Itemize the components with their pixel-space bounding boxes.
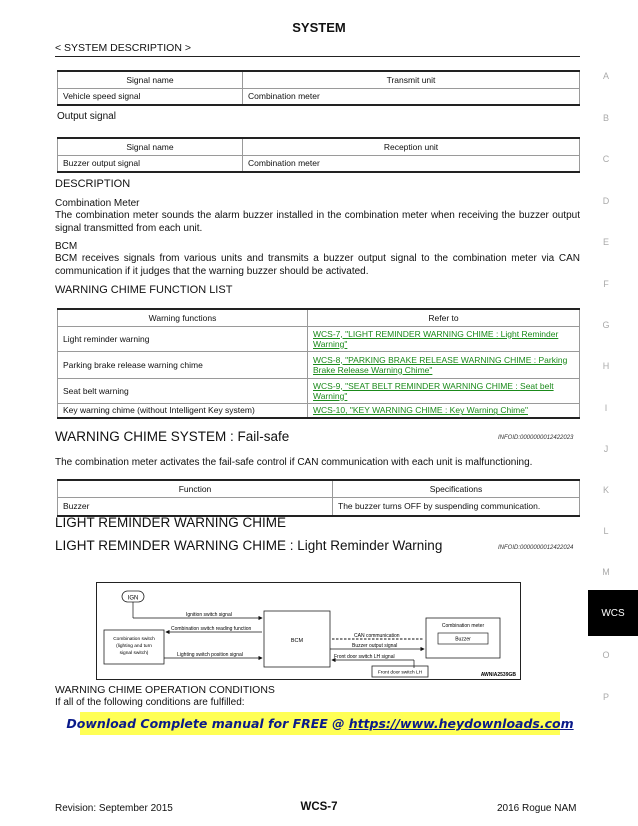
side-index-d[interactable]: D [602,196,610,206]
table-row [58,88,580,105]
input-signal-table [57,70,580,106]
combination-meter-node-label: Combination meter [441,623,485,629]
light-reminder-info-id: INFOID:0000000012422024 [498,545,574,551]
footer-page-number: WCS-7 [300,801,338,813]
side-index-b[interactable]: B [602,113,609,123]
table-cell: Light reminder warning [58,326,308,351]
side-index-a[interactable]: A [602,71,609,81]
function-list-table [57,308,580,419]
combo-switch-line-2: (lighting and turn [116,644,152,649]
output-signal-table [57,137,580,173]
table-cell: Key warning chime (without Intelligent Key system) [58,403,308,418]
header-rule [55,56,580,57]
table-header: Warning functions [58,309,308,326]
side-index-k[interactable]: K [602,485,609,495]
lighting-position-label: Lighting switch position signal [177,652,243,658]
combination-meter-label: Combination Meter [55,198,140,209]
light-reminder-subtitle: LIGHT REMINDER WARNING CHIME : Light Reminder Warning [55,538,443,553]
table-row [58,326,580,351]
front-door-signal-label: Front door switch LH signal [334,654,395,660]
link-parking-brake[interactable]: WCS-8, "PARKING BRAKE RELEASE WARNING CHIME : Parking Brake Release Warning Chime" [313,354,568,375]
table-cell: Seat belt warning [58,378,308,403]
footer-model: 2016 Rogue NAM [497,803,577,814]
table-header: Signal name [58,138,243,155]
buzzer-node-label: Buzzer [455,636,471,643]
table-row [58,351,580,378]
table-header: Refer to [308,309,580,326]
reading-function-label: Combination switch reading function [171,626,252,632]
front-door-switch-label: Front door switch LH [377,670,423,676]
table-cell: Parking brake release warning chime [58,351,308,378]
table-row [58,497,580,516]
side-index-m[interactable]: M [602,567,610,577]
table-header: Function [58,480,333,497]
link-key-warning[interactable]: WCS-10, "KEY WARNING CHIME : Key Warning Chime" [313,405,528,416]
conditions-title: WARNING CHIME OPERATION CONDITIONS [55,684,275,696]
download-banner[interactable] [66,712,574,735]
side-index-o[interactable]: O [602,650,610,660]
light-reminder-title: LIGHT REMINDER WARNING CHIME [55,515,287,530]
combo-switch-line-3: signal switch) [119,651,149,656]
side-index-e[interactable]: E [602,237,609,247]
conditions-text: If all of the following conditions are fulfilled: [55,697,245,708]
output-signal-label: Output signal [57,111,116,122]
failsafe-table [57,479,580,517]
link-light-reminder[interactable]: WCS-7, "LIGHT REMINDER WARNING CHIME : Light Reminder Warning" [313,328,559,349]
section-tag: < SYSTEM DESCRIPTION > [55,42,191,54]
banner-url-link[interactable]: https://www.heydownloads.com [348,716,574,731]
description-title: DESCRIPTION [55,178,131,190]
combination-meter-text: The combination meter sounds the alarm buzzer installed in the combination meter when receiving the buzzer output signal transmitted from each unit. [55,210,580,234]
link-seat-belt[interactable]: WCS-9, "SEAT BELT REMINDER WARNING CHIME : Seat belt Warning" [313,380,554,401]
bcm-label: BCM [55,241,78,252]
function-list-title: WARNING CHIME FUNCTION LIST [55,284,233,296]
table-cell: Buzzer [58,497,333,516]
side-index-l[interactable]: L [603,526,609,536]
table-cell: Combination meter [243,88,580,105]
bcm-node-label: BCM [290,638,304,644]
side-index-i[interactable]: I [604,403,608,413]
side-index-p[interactable]: P [602,692,609,702]
side-index-wcs-tab[interactable]: WCS [588,590,638,636]
table-header: Transmit unit [243,71,580,88]
side-index-c[interactable]: C [602,154,610,164]
table-header: Signal name [58,71,243,88]
combo-switch-line-1: Combination switch [113,637,155,642]
side-index-g[interactable]: G [602,320,610,330]
table-cell: The buzzer turns OFF by suspending communication. [333,497,580,516]
table-cell: Buzzer output signal [58,155,243,172]
ignition-signal-label: Ignition switch signal [186,612,232,618]
side-index-j[interactable]: J [603,444,609,454]
table-cell: Combination meter [243,155,580,172]
page-title: SYSTEM [292,20,346,35]
failsafe-info-id: INFOID:0000000012422023 [498,435,574,441]
table-row [58,378,580,403]
light-reminder-diagram [96,582,521,680]
bcm-text: BCM receives signals from various units and transmits a buzzer output signal to the combination meter via CAN communication if it judges that the warning buzzer should be activated. [55,253,580,277]
table-row [58,155,580,172]
table-cell: Vehicle speed signal [58,88,243,105]
diagram-code: AWNIA2539GB [480,672,516,678]
diagram-frame [97,583,521,680]
table-header: Reception unit [243,138,580,155]
failsafe-title: WARNING CHIME SYSTEM : Fail-safe [55,429,290,444]
buzzer-output-label: Buzzer output signal [352,643,398,649]
side-index-h[interactable]: H [602,361,610,371]
failsafe-text: The combination meter activates the fail-safe control if CAN communication with each unit is malfunctioning. [55,457,533,468]
footer-revision: Revision: September 2015 [55,803,173,814]
can-label: CAN communication [354,633,400,639]
table-header: Specifications [333,480,580,497]
table-row [58,403,580,418]
banner-lead-text: Download Complete manual for FREE @ [66,716,345,731]
ign-label: IGN [127,595,139,602]
side-index-f[interactable]: F [603,279,609,289]
